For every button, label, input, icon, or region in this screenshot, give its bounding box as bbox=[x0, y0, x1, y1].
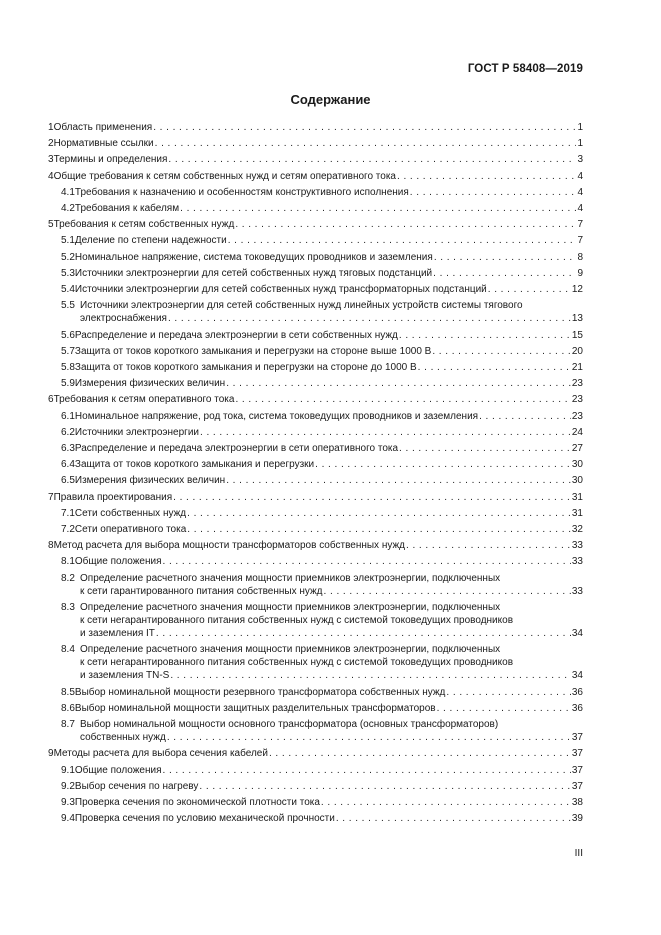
toc-entry-number: 5.8 bbox=[61, 361, 75, 373]
toc-entry-number: 5.4 bbox=[61, 284, 75, 295]
toc-entry-title: Защита от токов короткого замыкания и перегрузки на стороне выше 1000 В bbox=[74, 345, 432, 357]
dot-leader bbox=[163, 764, 571, 777]
toc-entry-line: Определение расчетного значения мощности приемников электроэнергии, подключенных bbox=[80, 572, 501, 584]
toc-entry-page: 4 bbox=[577, 203, 583, 214]
toc-entry-number: 9.2 bbox=[61, 780, 75, 792]
toc-entry-page: 4 bbox=[577, 170, 583, 182]
toc-entry[interactable] bbox=[61, 251, 583, 264]
toc-entry-number: 4.2 bbox=[61, 203, 75, 214]
toc-entry[interactable] bbox=[61, 780, 583, 793]
toc-entry[interactable] bbox=[61, 507, 583, 520]
toc-entry-number: 9.1 bbox=[61, 764, 75, 776]
toc-entry[interactable] bbox=[61, 523, 583, 536]
toc-entry-page: 31 bbox=[571, 507, 583, 519]
toc-entry-number: 7.2 bbox=[61, 523, 75, 535]
toc-entry-page: 24 bbox=[571, 426, 583, 438]
toc-entry-page: 37 bbox=[571, 732, 583, 744]
toc-entry-title: Деление по степени надежности bbox=[74, 235, 227, 247]
dot-leader bbox=[324, 585, 571, 598]
toc-entry-page: 39 bbox=[571, 813, 583, 825]
toc-entry-title: Требования к сетям оперативного тока bbox=[53, 394, 235, 406]
toc-entry-number: 5.3 bbox=[61, 267, 75, 279]
toc-entry-number: 5 bbox=[48, 219, 54, 231]
toc-entry[interactable] bbox=[48, 153, 583, 166]
toc-entry-title: Выбор номинальной мощности защитных разделительных трансформаторов bbox=[74, 702, 436, 714]
toc-entry-page: 31 bbox=[571, 491, 583, 503]
toc-entry-page: 21 bbox=[571, 361, 583, 373]
toc-entry-title: Выбор номинальной мощности резервного трансформатора собственных нужд bbox=[74, 686, 446, 698]
toc-entry-page: 8 bbox=[577, 251, 583, 263]
toc-entry-page: 1 bbox=[577, 138, 583, 150]
toc-entry[interactable] bbox=[61, 812, 583, 825]
toc-entry-title: Номинальное напряжение, род тока, система токоведущих проводников и заземления bbox=[74, 410, 479, 422]
toc-entry-page: 23 bbox=[571, 394, 583, 406]
toc-entry-number: 5.6 bbox=[61, 329, 75, 341]
toc-entry[interactable] bbox=[48, 539, 583, 552]
toc-entry-title: Требования к сетям собственных нужд bbox=[53, 219, 235, 231]
toc-entry-title: Защита от токов короткого замыкания и перегрузки bbox=[74, 459, 315, 471]
toc-entry[interactable] bbox=[61, 234, 583, 247]
toc-entry[interactable] bbox=[61, 426, 583, 439]
dot-leader bbox=[336, 812, 571, 825]
toc-entry-page: 7 bbox=[577, 219, 583, 231]
dot-leader bbox=[226, 377, 571, 390]
dot-leader bbox=[399, 329, 571, 342]
dot-leader bbox=[432, 345, 571, 358]
dot-leader bbox=[180, 202, 576, 215]
toc-entry-title: Область применения bbox=[53, 122, 153, 133]
toc-entry-number: 8.1 bbox=[61, 556, 75, 568]
dot-leader bbox=[187, 523, 571, 536]
toc-entry-number: 9 bbox=[48, 748, 54, 760]
toc-entry-number: 8.7 bbox=[61, 719, 75, 730]
toc-entry-page: 13 bbox=[571, 313, 583, 325]
toc-entry[interactable] bbox=[61, 283, 583, 296]
toc-entry-number: 8.3 bbox=[61, 601, 75, 613]
toc-entry[interactable] bbox=[48, 137, 583, 150]
toc-entry[interactable] bbox=[61, 329, 583, 342]
toc-entry-page: 1 bbox=[577, 122, 583, 133]
toc-entry-title: к сети гарантированного питания собственных нужд bbox=[80, 585, 323, 597]
toc-entry[interactable] bbox=[61, 442, 583, 455]
dot-leader bbox=[170, 669, 571, 682]
toc-entry[interactable] bbox=[80, 669, 583, 682]
toc-entry-page: 9 bbox=[577, 267, 583, 279]
toc-entry-number: 5.7 bbox=[61, 345, 75, 357]
toc-entry-page: 27 bbox=[571, 442, 583, 454]
dot-leader bbox=[168, 153, 576, 166]
toc-entry[interactable] bbox=[61, 458, 583, 471]
toc-entry-line: Определение расчетного значения мощности приемников электроэнергии, подключенных bbox=[80, 644, 501, 656]
toc-entry-number: 9.4 bbox=[61, 813, 75, 825]
toc-entry-page: 4 bbox=[577, 186, 583, 198]
toc-entry-page: 30 bbox=[571, 475, 583, 487]
toc-entry-title: Измерения физических величин bbox=[74, 475, 226, 487]
toc-entry-number: 6.1 bbox=[61, 410, 75, 422]
toc-entry-title: Сети оперативного тока bbox=[74, 523, 187, 535]
dot-leader bbox=[437, 702, 571, 715]
toc-entry-number: 7 bbox=[48, 491, 54, 503]
toc-entry-title: Методы расчета для выбора сечения кабелей bbox=[53, 748, 268, 760]
toc-entry-page: 12 bbox=[571, 284, 583, 295]
toc-entry-title: Источники электроэнергии для сетей собственных нужд трансформаторных подстанций bbox=[74, 284, 487, 295]
dot-leader bbox=[479, 410, 571, 423]
toc-entry-page: 15 bbox=[571, 329, 583, 341]
toc-entry-number: 4 bbox=[48, 170, 54, 182]
toc-entry-number: 5.5 bbox=[61, 300, 75, 312]
toc-entry-title: Источники электроэнергии bbox=[74, 426, 199, 438]
toc-entry-title: Выбор сечения по нагреву bbox=[74, 780, 199, 792]
toc-entry-page: 37 bbox=[571, 748, 583, 760]
toc-entry[interactable] bbox=[80, 731, 583, 744]
toc-entry[interactable] bbox=[61, 186, 583, 199]
toc-entry-title: Защита от токов короткого замыкания и перегрузки на стороне до 1000 В bbox=[74, 361, 417, 373]
dot-leader bbox=[399, 442, 571, 455]
toc-entry-title: Сети собственных нужд bbox=[74, 507, 187, 519]
toc-entry-title: Распределение и передача электроэнергии в сети оперативного тока bbox=[74, 442, 399, 454]
toc-entry[interactable] bbox=[61, 345, 583, 358]
toc-entry-number: 6.5 bbox=[61, 475, 75, 487]
toc-entry[interactable] bbox=[61, 202, 583, 215]
dot-leader bbox=[418, 361, 571, 374]
toc-entry-page: 37 bbox=[571, 764, 583, 776]
dot-leader bbox=[228, 234, 577, 247]
toc-entry-title: электроснабжения bbox=[80, 313, 167, 325]
dot-leader bbox=[321, 796, 571, 809]
toc-entry-page: 34 bbox=[571, 670, 583, 682]
toc-entry-page: 33 bbox=[571, 540, 583, 552]
toc-entry-title: и заземления IT bbox=[80, 628, 155, 639]
toc-entry[interactable] bbox=[80, 585, 583, 598]
toc-entry[interactable] bbox=[61, 555, 583, 568]
dot-leader bbox=[153, 121, 576, 134]
toc-entry-line: к сети негарантированного питания собственных нужд с системой токоведущих проводников bbox=[80, 657, 514, 669]
toc-entry-number: 8.2 bbox=[61, 572, 75, 584]
dot-leader bbox=[235, 393, 570, 406]
toc-entry[interactable] bbox=[61, 796, 583, 809]
toc-entry-title: Общие требования к сетям собственных нужд и сетям оперативного тока bbox=[53, 170, 396, 182]
toc-entry-number: 8 bbox=[48, 540, 54, 552]
toc-entry[interactable] bbox=[48, 218, 583, 231]
toc-entry[interactable] bbox=[80, 312, 583, 325]
toc-entry-page: 23 bbox=[571, 378, 583, 390]
toc-entry-number: 8.5 bbox=[61, 686, 75, 698]
toc-entry-title: Проверка сечения по экономической плотности тока bbox=[74, 796, 320, 808]
dot-leader bbox=[155, 137, 577, 150]
toc-entry[interactable] bbox=[61, 764, 583, 777]
toc-entry-number: 6.4 bbox=[61, 459, 75, 471]
toc-entry[interactable] bbox=[61, 686, 583, 699]
toc-entry-page: 33 bbox=[571, 585, 583, 597]
dot-leader bbox=[235, 218, 576, 231]
toc-entry[interactable] bbox=[61, 377, 583, 390]
toc-entry-page: 34 bbox=[571, 628, 583, 639]
toc-entry[interactable] bbox=[61, 267, 583, 280]
dot-leader bbox=[167, 731, 571, 744]
dot-leader bbox=[269, 747, 571, 760]
toc-entry-number: 6 bbox=[48, 394, 54, 406]
dot-leader bbox=[173, 491, 571, 504]
toc-entry-page: 7 bbox=[577, 235, 583, 247]
toc-entry-number: 5.9 bbox=[61, 378, 75, 390]
toc-entry[interactable] bbox=[61, 410, 583, 423]
dot-leader bbox=[488, 283, 571, 296]
toc-entry-number: 8.6 bbox=[61, 702, 75, 714]
toc-entry[interactable] bbox=[48, 393, 583, 406]
toc-entry-page: 20 bbox=[571, 345, 583, 357]
toc-entry[interactable] bbox=[48, 491, 583, 504]
toc-entry-number: 7.1 bbox=[61, 507, 75, 519]
page-number: III bbox=[574, 848, 583, 859]
toc-entry-page: 30 bbox=[571, 459, 583, 471]
toc-entry-number: 4.1 bbox=[61, 186, 75, 198]
toc-entry-title: Требования к кабелям bbox=[74, 203, 180, 214]
toc-entry-line: Выбор номинальной мощности основного трансформатора (основных трансформаторов) bbox=[80, 719, 499, 730]
toc-entry-title: Распределение и передача электроэнергии в сети собственных нужд bbox=[74, 329, 398, 341]
dot-leader bbox=[410, 186, 577, 199]
toc-entry-number: 9.3 bbox=[61, 796, 75, 808]
toc-entry[interactable] bbox=[48, 121, 583, 134]
toc-entry-page: 36 bbox=[571, 686, 583, 698]
toc-entry-page: 37 bbox=[571, 780, 583, 792]
toc-entry-line: Источники электроэнергии для сетей собственных нужд линейных устройств системы тягового bbox=[80, 300, 523, 312]
toc-entry-number: 6.3 bbox=[61, 442, 75, 454]
page-title: Содержание bbox=[290, 92, 371, 107]
dot-leader bbox=[226, 474, 571, 487]
toc-entry-number: 8.4 bbox=[61, 644, 75, 656]
toc-entry-page: 23 bbox=[571, 410, 583, 422]
dot-leader bbox=[156, 627, 571, 640]
dot-leader bbox=[200, 426, 571, 439]
dot-leader bbox=[199, 780, 570, 793]
dot-leader bbox=[434, 251, 577, 264]
toc-entry-title: Требования к назначению и особенностям конструктивного исполнения bbox=[74, 186, 409, 198]
toc-entry-title: Термины и определения bbox=[53, 154, 168, 166]
toc-entry-title: Общие положения bbox=[74, 764, 162, 776]
toc-entry-title: Общие положения bbox=[74, 556, 162, 568]
toc-entry-line: Определение расчетного значения мощности приемников электроэнергии, подключенных bbox=[80, 601, 501, 613]
toc-entry-title: Метод расчета для выбора мощности трансформаторов собственных нужд bbox=[53, 540, 405, 552]
dot-leader bbox=[168, 312, 571, 325]
toc-entry[interactable] bbox=[61, 361, 583, 374]
dot-leader bbox=[397, 170, 576, 183]
toc-entry-page: 36 bbox=[571, 702, 583, 714]
toc-entry[interactable] bbox=[61, 474, 583, 487]
toc-entry-page: 32 bbox=[571, 523, 583, 535]
toc-entry-number: 1 bbox=[48, 122, 54, 133]
toc-entry-title: Правила проектирования bbox=[53, 491, 173, 503]
toc-entry[interactable] bbox=[61, 702, 583, 715]
toc-entry[interactable] bbox=[48, 747, 583, 760]
toc-entry-title: Источники электроэнергии для сетей собственных нужд тяговых подстанций bbox=[74, 267, 433, 279]
toc-entry-number: 5.1 bbox=[61, 235, 75, 247]
toc-entry-page: 33 bbox=[571, 556, 583, 568]
toc-entry-title: Проверка сечения по условию механической прочности bbox=[74, 813, 335, 825]
dot-leader bbox=[406, 539, 571, 552]
toc-entry-title: Нормативные ссылки bbox=[53, 138, 154, 150]
toc-entry-page: 38 bbox=[571, 796, 583, 808]
toc-entry-line: к сети негарантированного питания собственных нужд с системой токоведущих проводников bbox=[80, 614, 514, 626]
toc-entry-number: 2 bbox=[48, 138, 54, 150]
toc-entry-title: собственных нужд bbox=[80, 732, 166, 744]
dot-leader bbox=[187, 507, 571, 520]
toc-entry-title: Измерения физических величин bbox=[74, 378, 226, 390]
toc-entry[interactable] bbox=[80, 627, 583, 640]
toc-entry-title: и заземления TN-S bbox=[80, 670, 170, 682]
toc-entry-number: 6.2 bbox=[61, 426, 75, 438]
toc-entry-page: 3 bbox=[577, 154, 583, 166]
toc-entry-number: 3 bbox=[48, 154, 54, 166]
dot-leader bbox=[446, 686, 570, 699]
toc-entry[interactable] bbox=[48, 170, 583, 183]
document-header: ГОСТ Р 58408—2019 bbox=[467, 63, 583, 75]
dot-leader bbox=[163, 555, 571, 568]
toc-entry-number: 5.2 bbox=[61, 251, 75, 263]
dot-leader bbox=[433, 267, 576, 280]
toc-entry-title: Номинальное напряжение, система токоведущих проводников и заземления bbox=[74, 251, 433, 263]
dot-leader bbox=[315, 458, 571, 471]
